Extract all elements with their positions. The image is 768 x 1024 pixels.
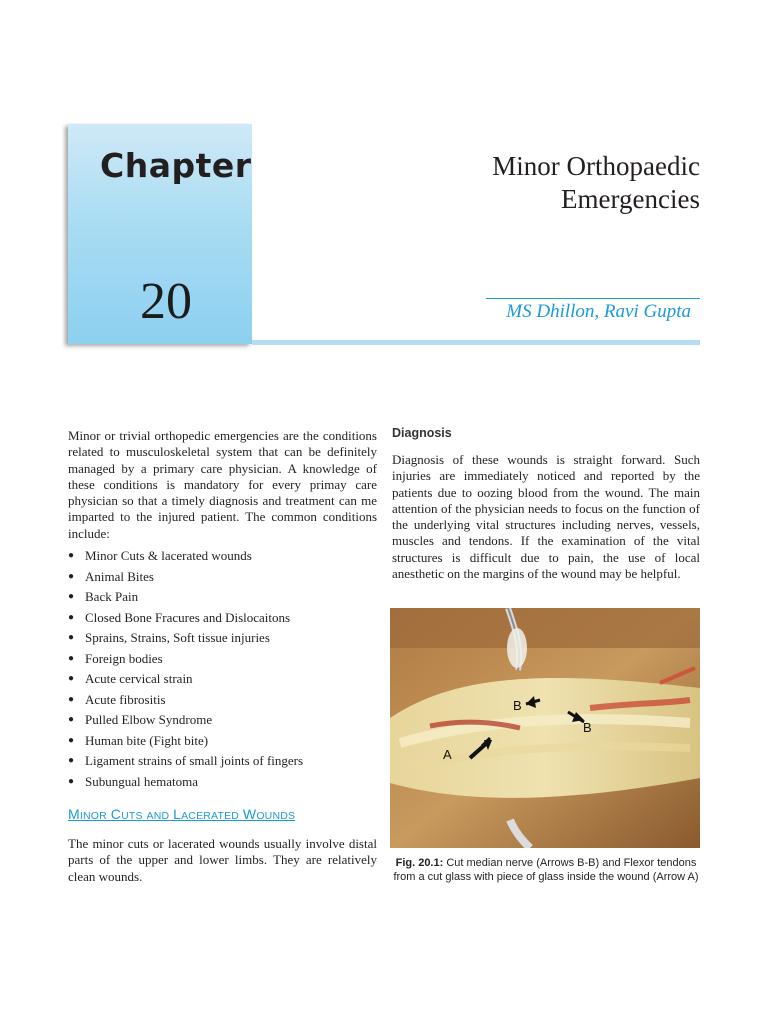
bullet-icon: ● [68,652,75,664]
list-item: ● Sprains, Strains, Soft tissue injuries [68,628,377,649]
diagnosis-heading: Diagnosis [392,426,452,440]
list-item: ● Back Pain [68,587,377,608]
bullet-icon: ● [68,693,75,705]
conditions-list [68,546,377,792]
right-column [392,426,700,582]
chapter-title-line2: Emergencies [561,184,700,214]
header-rule [252,340,700,345]
bullet-icon: ● [68,673,75,685]
section-paragraph: The minor cuts or lacerated wounds usually involve distal parts of the upper and lower limbs. They are relatively clean wounds. [68,836,377,884]
list-item: ● Closed Bone Fracures and Dislocaitons [68,608,377,629]
wound-photo [390,608,700,848]
bullet-icon: ● [68,775,75,787]
bullet-icon: ● [68,591,75,603]
list-item: ● Animal Bites [68,567,377,588]
figure-label-b2: B [583,720,592,735]
figure-caption-label: Fig. 20.1: [395,857,444,869]
list-item: ● Ligament strains of small joints of fingers [68,751,377,772]
bullet-icon: ● [68,550,75,562]
diagnosis-paragraph: Diagnosis of these wounds is straight forward. Such injuries are immediately noticed and reported by the patients due to oozing blood from the wound. The main attention of the physician needs to focus on the function of the underlying vital structures including nerves, vessels, muscles and tendons. If the examination of the vital structures is difficult due to pain, the use of local anesthetic on the margins of the wound may be helpful. [392,452,700,582]
chapter-authors: MS Dhillon, Ravi Gupta [506,301,691,322]
chapter-label: Chapter [100,146,252,185]
author-rule [486,298,700,299]
list-item: ● Acute fibrositis [68,690,377,711]
figure-label-a: A [443,747,452,762]
bullet-icon: ● [68,734,75,746]
intro-paragraph: Minor or trivial orthopedic emergencies are the conditions related to musculoskeletal system that can be definitely managed by a primary care physician. A knowledge of these conditions is mandatory for every primay care physician so that a timely diagnosis and treatment can me imparted to the injured patient. The common conditions include: [68,428,377,541]
figure-label-b1: B [513,698,522,713]
bullet-icon: ● [68,755,75,767]
chapter-title-line1: Minor Orthopaedic [492,151,700,181]
list-item: ● Subungual hematoma [68,772,377,793]
chapter-title [340,150,700,216]
bullet-icon: ● [68,714,75,726]
figure-caption [388,856,704,884]
section-heading: MINOR CUTS AND LACERATED WOUNDS [68,806,296,823]
bullet-icon: ● [68,632,75,644]
list-item: ● Minor Cuts & lacerated wounds [68,546,377,567]
bullet-icon: ● [68,611,75,623]
chapter-number: 20 [140,273,192,330]
figure-caption-text: Cut median nerve (Arrows B-B) and Flexor tendons from a cut glass with piece of glass inside the wound (Arrow A) [393,857,699,883]
bullet-icon: ● [68,570,75,582]
list-item: ● Pulled Elbow Syndrome [68,710,377,731]
list-item: ● Acute cervical strain [68,669,377,690]
list-item: ● Human bite (Fight bite) [68,731,377,752]
list-item: ● Foreign bodies [68,649,377,670]
left-column [68,428,377,885]
